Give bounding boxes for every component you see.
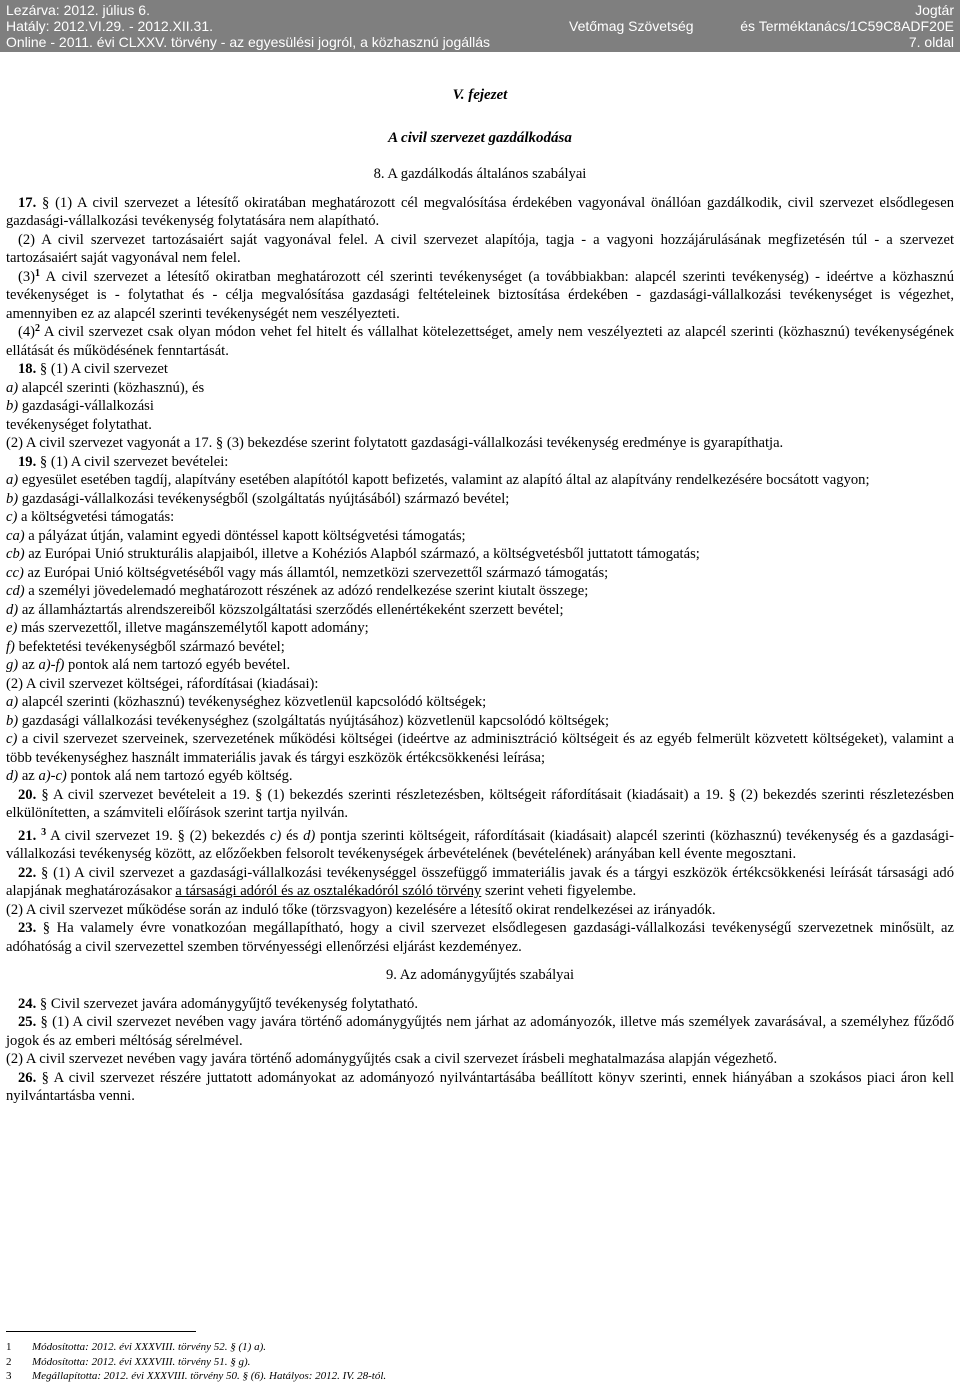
item-text: egyesület esetében tagdíj, alapítvány esetében alapítótól kapott befizetés, valamint az alapító által az alapítvány rendelkezésére bocsátott vagyon; (18, 472, 870, 488)
para-number: 20. (18, 786, 37, 803)
para-text: A civil szervezet 19. § (2) bekezdés (46, 827, 270, 844)
list-item (6, 656, 954, 675)
item-text: más szervezettől, illetve magánszemélytől kapott adomány; (17, 620, 369, 636)
para-24 (6, 995, 954, 1014)
item-label: c) (6, 731, 18, 747)
para-20 (6, 786, 954, 823)
footnote-number: 3 (6, 1370, 12, 1382)
item-ref: a)-c) (38, 768, 67, 784)
para-text: A civil szervezet csak olyan módon vehet fel hitelt és vállalhat kötelezettséget, amely nem veszélyezteti az alapcél szerinti (közhasznú) tevékenységének ellátását és működésének fenntartását. (6, 324, 954, 359)
revenue-list (6, 471, 954, 656)
item-label: b) (6, 398, 19, 414)
footnote-number: 2 (6, 1355, 12, 1368)
section-heading-8: 8. A gazdálkodás általános szabályai (373, 166, 587, 182)
para-number: 26. (18, 1069, 37, 1086)
item-label: cc) (6, 564, 24, 581)
item-text: a személyi jövedelemadó meghatározott részének az adózó rendelkezése szerint kiutalt összege; (24, 583, 589, 599)
list-item (6, 712, 954, 731)
para-label: (3) (18, 268, 36, 285)
item-text: gazdasági-vállalkozási (18, 398, 154, 414)
document-header (0, 0, 960, 52)
list-item (6, 730, 954, 767)
list-item (6, 564, 954, 583)
item-label: e) (6, 620, 18, 636)
law-reference-link[interactable]: a társasági adóról és az osztalékadóról szóló törvény (175, 883, 482, 899)
para-23 (6, 919, 954, 956)
footnote-text: Módosította: 2012. évi XXXVIII. törvény 52. § (1) a). (32, 1341, 266, 1353)
para-17-1 (6, 194, 954, 231)
para-26 (6, 1069, 954, 1106)
list-item (6, 471, 954, 490)
item-label: b) (6, 712, 19, 729)
item-label: g) (6, 657, 19, 673)
item-text: alapcél szerinti (közhasznú), és (18, 379, 205, 396)
list-item (6, 545, 954, 564)
cost-list (6, 693, 954, 767)
item-label: b) (6, 490, 19, 507)
para-number: 22. (18, 864, 37, 881)
footnote-divider (6, 1331, 196, 1332)
section-heading-9: 9. Az adománygyűjtés szabályai (385, 967, 575, 983)
header-line-1 (6, 2, 954, 18)
para-text: § Ha valamely évre vonatkozóan megállapítható, hogy a civil szervezet elsődlegesen gazdasági-vállalkozási tevékenységű szervezetnek minősült, az adóhatóság a civil szervezettel szemben törvényességi ellenőrzési eljárást kezdeményez. (6, 920, 954, 955)
para-25-1 (6, 1013, 954, 1050)
item-label: a) (6, 472, 19, 488)
para-number: 23. (18, 920, 37, 936)
para-number: 21. (18, 827, 37, 844)
chapter-title: A civil szervezet gazdálkodása (388, 129, 572, 146)
item-text: az államháztartás alrendszereiből közszolgáltatási szerződés ellenértékeként szerzett bevétel; (18, 601, 564, 618)
para-18-tail: tevékenységet folytathat. (6, 416, 152, 433)
para-21 (6, 827, 954, 864)
list-item (6, 767, 954, 786)
footnote-ref-2[interactable]: 2 (35, 323, 41, 334)
closed-date: Lezárva: 2012. július 6. (6, 2, 150, 18)
para-text: § (1) A civil szervezet bevételei: (36, 453, 229, 470)
para-text: § (1) A civil szervezet a létesítő okiratában meghatározott cél megvalósítása érdekében vagyonával önállóan gazdálkodik, civil szervezet elsődlegesen gazdasági-vállalkozási tevékenység folytatására nem alapítható. (6, 194, 954, 229)
document-title: Online - 2011. évi CLXXV. törvény - az egyesülési jogról, a közhasznú jogállás (6, 34, 491, 50)
item-text: gazdasági vállalkozási tevékenységhez (szolgáltatás nyújtásához) közvetlenül kapcsolódó költségek; (18, 712, 610, 729)
item-label: cd) (6, 583, 25, 599)
item-label: ca) (6, 527, 25, 544)
item-label: a) (6, 379, 19, 396)
para-18-2: (2) A civil szervezet vagyonát a 17. § (3) bekezdése szerint folytatott gazdasági-vállalkozási tevékenység eredménye is gyarapíthatja. (6, 435, 784, 451)
para-17-4 (6, 323, 954, 360)
para-19-1 (6, 453, 954, 472)
item-ref: d) (303, 827, 316, 844)
item-ref: c) (269, 827, 282, 844)
list-item (6, 693, 954, 712)
list-item (6, 582, 954, 601)
footnote-1 (6, 1340, 954, 1355)
item-label: f) (6, 638, 15, 655)
list-item (6, 397, 954, 416)
para-text: A civil szervezet a létesítő okiratban meghatározott cél szerinti tevékenységet (a továbbiakban: alapcél szerinti tevékenység) - ideértve a közhasznú tevékenységet is - folytathat és - célja megvalósítása gazdasági feltételeinek biztosítása érdekében - gazdasági-vállalkozási tevékenységet is végezhet, amennyiben ez az alapcél szerinti tevékenységét nem veszélyezteti. (6, 268, 954, 322)
item-label: c) (6, 509, 18, 525)
para-label: (4) (18, 324, 36, 340)
item-ref: a)-f) (38, 657, 65, 673)
licensee-name: Vetőmag Szövetség (569, 18, 694, 34)
item-label: d) (6, 768, 19, 784)
para-text: § (1) A civil szervezet (36, 361, 168, 377)
para-text: § (1) A civil szervezet nevében vagy javára történő adománygyűjtés nem járhat az adományozók, illetve más személyek zavarásával, a személyhez fűződő jogok és az emberi méltóság sérelmével. (6, 1014, 954, 1049)
header-line-2 (6, 18, 954, 34)
para-text: szerint veheti figyelembe. (481, 883, 637, 899)
para-text: pontja szerinti költségeit, ráfordításait (kiadásait) alapcél szerinti (közhasznú) tevékenység és a gazdasági-vállalkozási tevékenység között, az előzőekben felsorolt tevékenységek árbevételének (bevételének) arányában kell évente megosztani. (6, 827, 954, 862)
licensee-id: és Terméktanács/1C59C8ADF20E (740, 18, 954, 34)
item-text: a költségvetési támogatás: (17, 509, 175, 525)
footnote-ref-1[interactable]: 1 (35, 267, 41, 279)
para-25-2: (2) A civil szervezet nevében vagy javára történő adománygyűjtés csak a civil szervezet írásbeli meghatalmazása alapján végezhető. (6, 1051, 778, 1067)
para-number: 25. (18, 1014, 37, 1030)
para-number: 18. (18, 361, 37, 377)
para-18-1 (6, 360, 954, 379)
footnotes (6, 1340, 954, 1384)
item-text: az Európai Unió strukturális alapjaiból, illetve a Kohéziós Alapból származó, a költségvetésből juttatott támogatás; (24, 546, 700, 562)
item-text: gazdasági-vállalkozási tevékenységből (szolgáltatás nyújtásából) származó bevétel; (18, 490, 510, 507)
item-text: alapcél szerinti (közhasznú) tevékenységhez közvetlenül kapcsolódó költségek; (18, 694, 487, 710)
item-text: pontok alá nem tartozó egyéb költség. (66, 768, 293, 784)
item-text: befektetési tevékenységből származó bevétel; (14, 638, 285, 655)
para-number: 24. (18, 995, 37, 1012)
footnote-text: Megállapította: 2012. évi XXXVIII. törvény 50. § (6). Hatályos: 2012. IV. 28-tól. (32, 1370, 387, 1382)
para-17-2: (2) A civil szervezet tartozásaiért saját vagyonával felel. A civil szervezet alapítója, tagja - a vagyoni hozzájárulásának megfizetésén túl - a szervezet tartozásaiért saját vagyonával nem felel. (6, 231, 954, 266)
header-line-3 (6, 34, 954, 50)
jogtar-brand: Jogtár (915, 2, 954, 18)
para-22-1 (6, 864, 954, 901)
list-item (6, 379, 954, 398)
para-text: és (281, 827, 304, 844)
chapter-number: V. fejezet (452, 87, 508, 103)
footnote-3 (6, 1369, 954, 1384)
footnote-ref-3[interactable]: 3 (41, 826, 47, 838)
list-item (6, 601, 954, 620)
para-19-2: (2) A civil szervezet költségei, ráfordításai (kiadásai): (6, 675, 319, 692)
page-number: 7. oldal (908, 34, 954, 50)
item-text: az Európai Unió költségvetéséből vagy más államtól, nemzetközi szervezettől származó támogatás; (23, 564, 609, 581)
para-22-2: (2) A civil szervezet működése során az induló tőke (törzsvagyon) kezelésére a létesítő okirat rendelkezései az irányadók. (6, 901, 716, 918)
list-item (6, 619, 954, 638)
para-text: § Civil szervezet javára adománygyűjtő tevékenység folytatható. (36, 995, 418, 1012)
item-text: az (18, 768, 39, 784)
document-body (6, 86, 954, 1106)
footnote-text: Módosította: 2012. évi XXXVIII. törvény 51. § g). (32, 1355, 251, 1368)
item-text: pontok alá nem tartozó egyéb bevétel. (64, 657, 291, 673)
item-label: d) (6, 601, 19, 618)
para-17-3 (6, 268, 954, 324)
list-item (6, 638, 954, 657)
item-text: a civil szervezet szerveinek, szervezetének működési költségei (ideértve az adminisztráció költségeit és az egyéb felmerült közvetett költségeket), valamint a több tevékenységhez használt immateriális javak és tárgyi eszközök értékcsökkenési leírása; (6, 731, 954, 766)
list-item (6, 490, 954, 509)
item-label: a) (6, 694, 19, 710)
footnote-2 (6, 1355, 954, 1370)
item-text: az (18, 657, 39, 673)
list-item (6, 527, 954, 546)
item-text: a pályázat útján, valamint egyedi döntéssel kapott költségvetési támogatás; (24, 527, 466, 544)
para-text: § A civil szervezet részére juttatott adományokat az adományozó nyilvántartásába beállított könyv szerinti, ennek hiányában a szokásos piaci áron kell nyilvántartásba venni. (6, 1069, 954, 1104)
para-number: 19. (18, 453, 37, 470)
para-number: 17. (18, 194, 37, 211)
para-text: § A civil szervezet bevételeit a 19. § (1) bekezdés szerinti részletezésben, költségeit ráfordításait (kiadásait) a 19. § (2) bekezdés szerinti részletezésben elkülönítetten, a számviteli előírások szerint tartja nyilván. (6, 786, 954, 821)
para-text: § (1) A civil szervezet a gazdasági-vállalkozási tevékenységgel összefüggő immateriális javak és a tárgyi eszközök értékcsökkenési leírását társasági adó alapjának meghatározásakor (6, 864, 954, 899)
footnote-number: 1 (6, 1341, 12, 1353)
item-label: cb) (6, 546, 25, 562)
validity-range: Hatály: 2012.VI.29. - 2012.XII.31. (6, 18, 214, 34)
list-item (6, 508, 954, 527)
